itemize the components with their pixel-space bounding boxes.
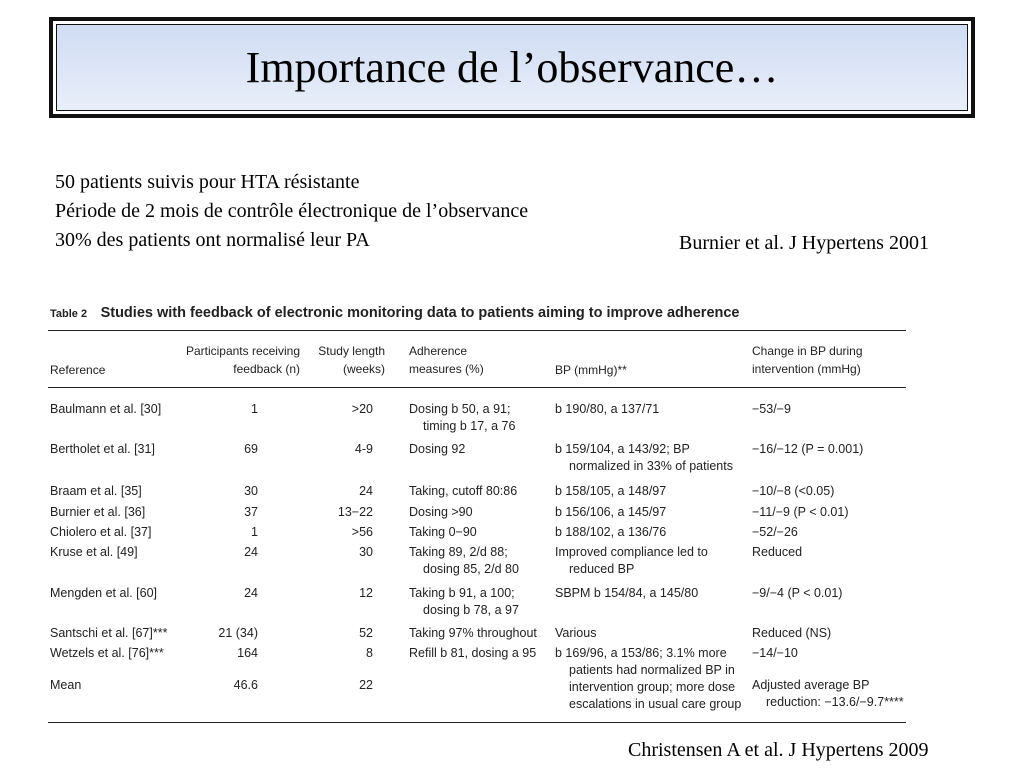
- title-frame: [49, 17, 975, 118]
- cell-change: [752, 585, 912, 602]
- cell-line: intervention group; more dose: [569, 680, 736, 694]
- cell-change: [752, 677, 912, 711]
- cell-line: 12: [359, 586, 373, 600]
- cell-adherence: [409, 483, 549, 500]
- cell-study-length: [310, 625, 373, 642]
- cell-line: Various: [555, 626, 597, 640]
- cell-line: b 169/96, a 153/86; 3.1% more: [555, 646, 727, 660]
- cell-line: 52: [359, 626, 373, 640]
- cell-change: [752, 524, 912, 541]
- cell-participants: [168, 483, 258, 500]
- cell-line: Taking 0−90: [409, 525, 477, 539]
- cell-line: dosing b 78, a 97: [423, 603, 519, 617]
- table-rule-bottom: [48, 722, 906, 723]
- cell-line: Bertholet et al. [31]: [50, 442, 155, 456]
- bullet-text: 50 patients suivis pour HTA résistante: [55, 171, 360, 193]
- cell-line: 13−22: [337, 505, 373, 519]
- cell-line: 37: [244, 505, 258, 519]
- cell-line: b 188/102, a 136/76: [555, 525, 667, 539]
- cell-line: 46.6: [233, 678, 258, 692]
- cell-participants: [168, 524, 258, 541]
- study-table: [48, 300, 908, 725]
- bullet-text: Période de 2 mois de contrôle électronique de l’observance: [55, 200, 529, 222]
- cell-line: 1: [251, 525, 258, 539]
- cell-study-length: [310, 504, 373, 521]
- cell-line: Burnier et al. [36]: [50, 505, 146, 519]
- cell-bp: [555, 544, 745, 578]
- cell-line: Kruse et al. [49]: [50, 545, 138, 559]
- cell-line: b 190/80, a 137/71: [555, 402, 660, 416]
- cell-line: Dosing 92: [409, 442, 466, 456]
- cell-line: 21 (34): [218, 626, 258, 640]
- cell-line: Mengden et al. [60]: [50, 586, 158, 600]
- cell-change: [752, 645, 912, 662]
- cell-participants: [168, 645, 258, 662]
- reference-citation-top: Burnier et al. J Hypertens 2001: [679, 232, 929, 254]
- cell-line: Reduced: [752, 545, 803, 559]
- cell-line: Dosing >90: [409, 505, 473, 519]
- header-adherence: Adherence measures (%): [409, 344, 484, 376]
- cell-line: dosing 85, 2/d 80: [423, 562, 519, 576]
- cell-study-length: [310, 483, 373, 500]
- cell-line: Taking b 91, a 100;: [409, 586, 515, 600]
- cell-line: 24: [359, 484, 373, 498]
- cell-adherence: [409, 504, 549, 521]
- cell-study-length: [310, 677, 373, 694]
- cell-line: Taking 89, 2/d 88;: [409, 545, 508, 559]
- cell-line: −10/−8 (<0.05): [752, 484, 835, 498]
- cell-line: Reduced (NS): [752, 626, 832, 640]
- cell-adherence: [409, 401, 549, 435]
- cell-line: Improved compliance led to: [555, 545, 708, 559]
- cell-change: [752, 401, 912, 418]
- cell-study-length: [310, 645, 373, 662]
- cell-participants: [168, 441, 258, 458]
- cell-line: 8: [366, 646, 373, 660]
- cell-line: >56: [351, 525, 373, 539]
- cell-line: Wetzels et al. [76]***: [50, 646, 164, 660]
- cell-study-length: [310, 401, 373, 418]
- cell-line: b 156/106, a 145/97: [555, 505, 667, 519]
- cell-participants: [168, 677, 258, 694]
- cell-line: 1: [251, 402, 258, 416]
- cell-change: [752, 483, 912, 500]
- cell-line: escalations in usual care group: [569, 697, 742, 711]
- cell-participants: [168, 625, 258, 642]
- header-reference: Reference: [50, 363, 106, 377]
- header-change: Change in BP during intervention (mmHg): [752, 344, 863, 376]
- cell-bp: [555, 483, 745, 500]
- cell-participants: [168, 504, 258, 521]
- cell-line: Braam et al. [35]: [50, 484, 142, 498]
- cell-participants: [168, 401, 258, 418]
- title-banner: [56, 24, 968, 111]
- cell-line: Chiolero et al. [37]: [50, 525, 152, 539]
- cell-line: reduced BP: [569, 562, 635, 576]
- cell-line: b 158/105, a 148/97: [555, 484, 667, 498]
- table-caption-text: Studies with feedback of electronic monitoring data to patients aiming to improve adherence: [100, 305, 740, 321]
- cell-adherence: [409, 544, 549, 578]
- cell-line: Refill b 81, dosing a 95: [409, 646, 537, 660]
- bullet-list: [55, 168, 528, 255]
- table-rule-header: [48, 387, 906, 388]
- cell-line: patients had normalized BP in: [569, 663, 735, 677]
- bullet-text: 30% des patients ont normalisé leur PA: [55, 229, 370, 251]
- cell-line: timing b 17, a 76: [423, 419, 516, 433]
- cell-bp: [555, 504, 745, 521]
- cell-line: 22: [359, 678, 373, 692]
- cell-bp: [555, 645, 745, 713]
- cell-line: −52/−26: [752, 525, 798, 539]
- cell-change: [752, 504, 912, 521]
- cell-adherence: [409, 524, 549, 541]
- header-participants: Participants receiving feedback (n): [185, 344, 300, 376]
- cell-line: Adjusted average BP: [752, 678, 870, 692]
- cell-line: Taking 97% throughout: [409, 626, 537, 640]
- cell-study-length: [310, 544, 373, 561]
- cell-line: Mean: [50, 678, 82, 692]
- cell-change: [752, 544, 912, 561]
- header-study-length: Study length (weeks): [318, 344, 385, 376]
- cell-line: Dosing b 50, a 91;: [409, 402, 511, 416]
- cell-line: 24: [244, 586, 258, 600]
- cell-line: 30: [244, 484, 258, 498]
- cell-line: −9/−4 (P < 0.01): [752, 586, 843, 600]
- header-bp: BP (mmHg)**: [555, 363, 627, 377]
- cell-participants: [168, 544, 258, 561]
- table-number: Table 2: [50, 308, 88, 320]
- cell-change: [752, 625, 912, 642]
- cell-bp: [555, 585, 745, 602]
- cell-line: Taking, cutoff 80:86: [409, 484, 518, 498]
- cell-study-length: [310, 585, 373, 602]
- cell-line: 30: [359, 545, 373, 559]
- cell-bp: [555, 524, 745, 541]
- cell-line: −14/−10: [752, 646, 798, 660]
- cell-line: 164: [237, 646, 258, 660]
- cell-line: 4-9: [354, 442, 373, 456]
- cell-adherence: [409, 645, 549, 662]
- reference-citation-bottom: Christensen A et al. J Hypertens 2009: [628, 739, 929, 761]
- cell-line: Baulmann et al. [30]: [50, 402, 162, 416]
- cell-adherence: [409, 625, 549, 642]
- cell-adherence: [409, 441, 549, 458]
- cell-line: b 159/104, a 143/92; BP: [555, 442, 690, 456]
- cell-study-length: [310, 524, 373, 541]
- cell-study-length: [310, 441, 373, 458]
- cell-line: −16/−12 (P = 0.001): [752, 442, 864, 456]
- cell-line: −53/−9: [752, 402, 791, 416]
- cell-line: 69: [244, 442, 258, 456]
- table-caption: [50, 305, 740, 321]
- cell-bp: [555, 625, 745, 642]
- cell-line: >20: [351, 402, 373, 416]
- cell-line: Santschi et al. [67]***: [50, 626, 168, 640]
- cell-line: −11/−9 (P < 0.01): [752, 505, 849, 519]
- cell-line: normalized in 33% of patients: [569, 459, 733, 473]
- table-rule-top: [48, 330, 906, 331]
- cell-change: [752, 441, 912, 458]
- cell-adherence: [409, 585, 549, 619]
- cell-participants: [168, 585, 258, 602]
- cell-bp: [555, 401, 745, 418]
- cell-line: SBPM b 154/84, a 145/80: [555, 586, 699, 600]
- cell-line: reduction: −13.6/−9.7****: [766, 695, 904, 709]
- cell-bp: [555, 441, 745, 475]
- cell-line: 24: [244, 545, 258, 559]
- slide-title: Importance de l’observance…: [245, 43, 779, 92]
